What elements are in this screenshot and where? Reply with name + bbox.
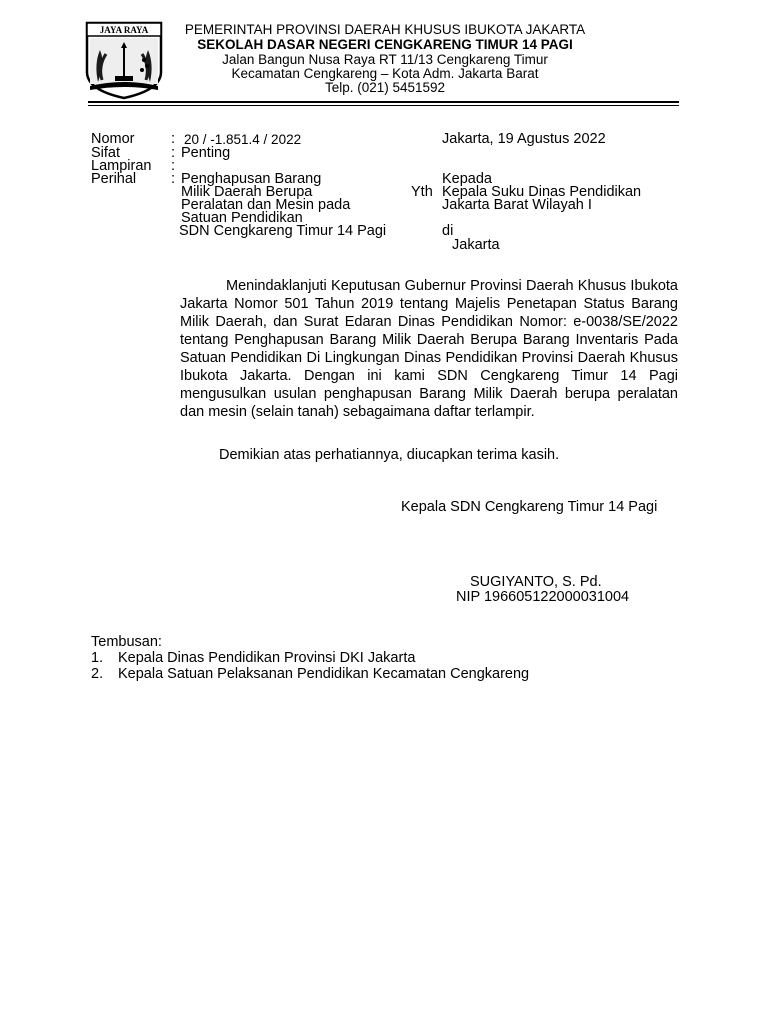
lampiran-label: Lampiran <box>91 158 152 174</box>
perihal-colon: : <box>171 171 176 187</box>
nomor-value: 20 / -1.851.4 / 2022 <box>184 132 302 147</box>
letterhead-rule-thick <box>88 101 679 103</box>
recipient-line1: Kepala Suku Dinas Pendidikan <box>442 184 642 200</box>
signature-nip: NIP 196605122000031004 <box>456 589 630 605</box>
perihal-label: Perihal <box>91 171 137 187</box>
cc-item-text: Kepala Satuan Pelaksanan Pendidikan Kecamatan Cengkareng <box>118 666 530 682</box>
letterhead-rule-thin <box>88 105 679 106</box>
recipient-line2: Jakarta Barat Wilayah I <box>442 197 592 213</box>
perihal-line: Peralatan dan Mesin pada <box>181 197 351 213</box>
letterhead-government: PEMERINTAH PROVINSI DAERAH KHUSUS IBUKOTA JAKARTA <box>184 22 586 37</box>
recipient-kepada: Kepada <box>442 171 492 187</box>
recipient-city: Jakarta <box>452 237 500 253</box>
cc-heading: Tembusan: <box>91 634 162 650</box>
cc-item-number: 2. <box>91 666 104 682</box>
nomor-colon: : <box>171 131 176 147</box>
cc-item-number: 1. <box>91 650 104 666</box>
recipient-di: di <box>442 223 454 239</box>
signature-name: SUGIYANTO, S. Pd. <box>470 574 602 590</box>
emblem-text: JAYA RAYA <box>99 25 149 35</box>
letterhead-address: Jalan Bangun Nusa Raya RT 11/13 Cengkareng Timur <box>222 52 548 67</box>
body-paragraph-2: Demikian atas perhatiannya, diucapkan terima kasih. <box>219 447 560 463</box>
sifat-value: Penting <box>181 145 231 161</box>
nomor-label: Nomor <box>91 131 135 147</box>
perihal-line: Penghapusan Barang <box>181 171 322 187</box>
letterhead-district: Kecamatan Cengkareng – Kota Adm. Jakarta Barat <box>231 66 539 81</box>
body-paragraph-1: Menindaklanjuti Keputusan Gubernur Provinsi Daerah Khusus Ibukota Jakarta Nomor 501 Tahun 2019 tentang Majelis Penetapan Status Barang Milik Daerah, dan Surat Edaran Dinas Pendidikan Nomor: e-0038/SE/2022 tentang Penghapusan Barang Milik Daerah Berupa Barang Inventaris Pada Satuan Pendidikan Di Lingkungan Dinas Pendidikan Provinsi Daerah Khusus Ibukota Jakarta. Dengan ini kami SDN Cengkareng Timur 14 Pagi mengusulkan usulan penghapusan Barang Milik Daerah berupa peralatan dan mesin (selain tanah) sebagaimana daftar terlampir. <box>180 278 678 420</box>
letter-date: Jakarta, 19 Agustus 2022 <box>442 131 606 147</box>
perihal-line: Satuan Pendidikan <box>181 210 303 226</box>
cc-item-text: Kepala Dinas Pendidikan Provinsi DKI Jakarta <box>118 650 416 666</box>
recipient-yth: Yth <box>411 184 433 200</box>
letterhead-phone: Telp. (021) 5451592 <box>324 80 446 95</box>
jaya-raya-emblem <box>84 20 164 100</box>
perihal-line: SDN Cengkareng Timur 14 Pagi <box>179 223 387 239</box>
sifat-colon: : <box>171 145 176 161</box>
letterhead-school-name: SEKOLAH DASAR NEGERI CENGKARENG TIMUR 14 PAGI <box>197 37 573 52</box>
sifat-label: Sifat <box>91 145 121 161</box>
lampiran-colon: : <box>171 158 176 174</box>
perihal-line: Milik Daerah Berupa <box>181 184 313 200</box>
signature-title: Kepala SDN Cengkareng Timur 14 Pagi <box>401 499 658 515</box>
